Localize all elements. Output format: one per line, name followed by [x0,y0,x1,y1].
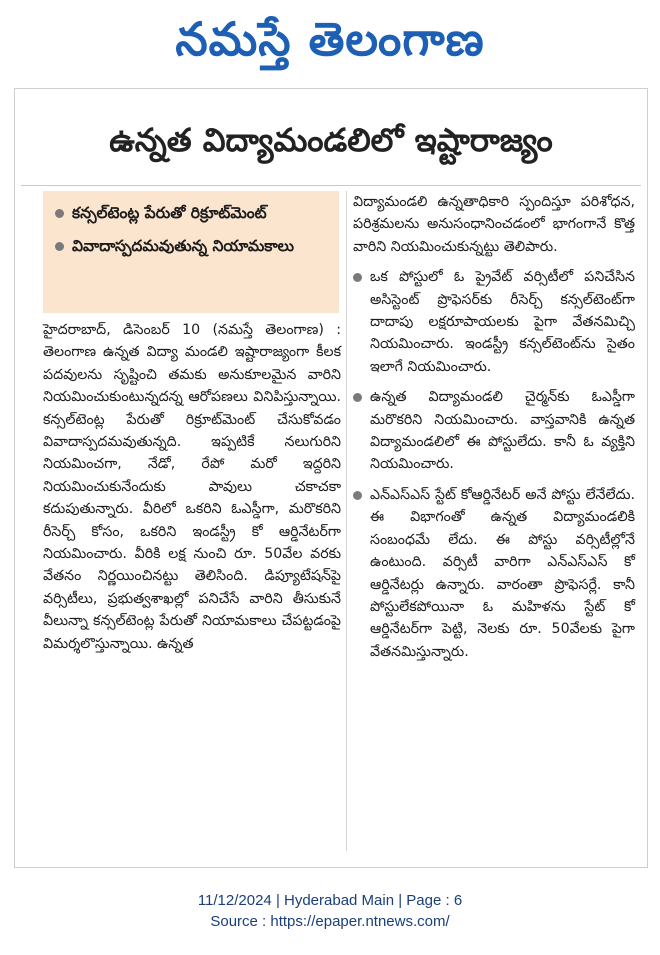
list-item-text: ఎన్‌ఎస్‌ఎస్ స్టేట్ కోఆర్డినేటర్ అనే పోస్టు లేనేలేదు. ఈ విభాగంతో ఉన్నత విద్యామండలికి సంబంధమే లేదు. ఈ పోస్టు వర్సిటీల్లోనే ఉంటుంది. వర్సిటీ వారిగా ఎన్‌ఎస్‌ఎస్ కో ఆర్డినేటర్లు ఉన్నారు. వారంతా ప్రొఫెసర్లే. కానీ పోస్టులేకపోయినా ఓ మహిళను స్టేట్ కో ఆర్డినేటర్‌గా పెట్టి, నెలకు రూ. 50వేలకు పైగా వేతనమిస్తున్నారు. [370,486,635,660]
masthead [0,0,660,78]
column-divider [346,191,347,851]
bullet-icon [55,209,64,218]
list-item [353,484,635,663]
article-paragraph: విద్యామండలి ఉన్నతాధికారి స్పందిస్తూ పరిశోధన, పరిశ్రమలను అనుసంధానించడంలో భాగంగానే కొత్త వారిని నియమించుకున్నట్టు తెలిపారు. [353,194,635,255]
article-clip [14,88,648,868]
page-footer [0,890,660,932]
highlight-text: వివాదాస్పదమవుతున్న నియామకాలు [72,237,295,255]
edition-info: 11/12/2024 | Hyderabad Main | Page : 6 [197,892,463,909]
highlight-text: కన్సల్‌టెంట్ల పేరుతో రిక్రూట్‌మెంట్ [72,204,267,222]
headline-divider [21,185,641,186]
source-link[interactable]: Source : https://epaper.ntnews.com/ [210,913,450,930]
newspaper-logo: నమస్తే తెలంగాణ [175,12,485,66]
bullet-icon [55,242,64,251]
article-headline: ఉన్నత విద్యామండలిలో ఇష్టారాజ్యం [109,121,553,159]
highlight-item [55,234,329,259]
bullet-icon [353,393,362,402]
bullet-icon [353,273,362,282]
article-column-left [43,319,341,661]
article-paragraph: హైదరాబాద్, డిసెంబర్ 10 (నమస్తే తెలంగాణ) : తెలంగాణ ఉన్నత విద్యా మండలి ఇష్టారాజ్యంగా కీలక పదవులను సృష్టించి తమకు అనుకూలమైన వారిని నియమించుకుంటున్నదన్న ఆరోపణలు వినిపిస్తున్నాయి. కన్సల్‌టెంట్ల పేరుతో రిక్రూట్‌మెంట్ చేసుకోవడం వివాదాస్పదమవుతున్నది. ఇప్పటికే నలుగురిని నియమించగా, నేడో, రేపో మరో ఇద్దరిని నియమించుకునేందుకు పావులు చకాచకా కదుపుతున్నారు. వీరిలో ఒకరిని ఓఎస్డీగా, మరొకరిని రీసెర్చ్ కోసం, ఒకరిని ఇండస్ట్రీ కో ఆర్డినేటర్‌గా నియమించారు. వీరికి లక్ష నుంచి రూ. 50వేల వరకు వేతనం నిర్ణయించినట్టు తెలిసింది. డిప్యూటేషన్‌పై వర్సిటీలు, ప్రభుత్వశాఖల్లో పనిచేసే వారిని తీసుకునే వీలున్నా కన్సల్‌టెంట్ల పేరుతో నియామకాలు చేపట్టడంపై విమర్శలొస్తున్నాయి. ఉన్నత [43,322,341,652]
article-column-right [353,191,635,663]
list-item [353,266,635,378]
highlights-box [43,191,339,313]
list-item-text: ఒక పోస్టులో ఓ ప్రైవేట్ వర్సిటీలో పనిచేసిన అసిస్టెంట్ ప్రొఫెసర్‌కు రీసెర్చ్ కన్సల్‌టెంట్‌గా దాదాపు లక్షరూపాయలకు పైగా వేతనమిచ్చి నియమించారు. ఇండస్ట్రీ కన్సల్‌టెంట్‌ను సైతం ఇలాగే నియమించారు. [370,269,635,375]
highlight-item [55,201,329,226]
list-item [353,386,635,476]
list-item-text: ఉన్నత విద్యామండలి చైర్మన్‌కు ఓఎస్డీగా మరొకరిని నియమించారు. వాస్తవానికి ఉన్నత విద్యామండలిలో ఈ పోస్టులేదు. కానీ ఓ వ్యక్తిని నియమించారు. [370,389,635,473]
bullet-icon [353,491,362,500]
